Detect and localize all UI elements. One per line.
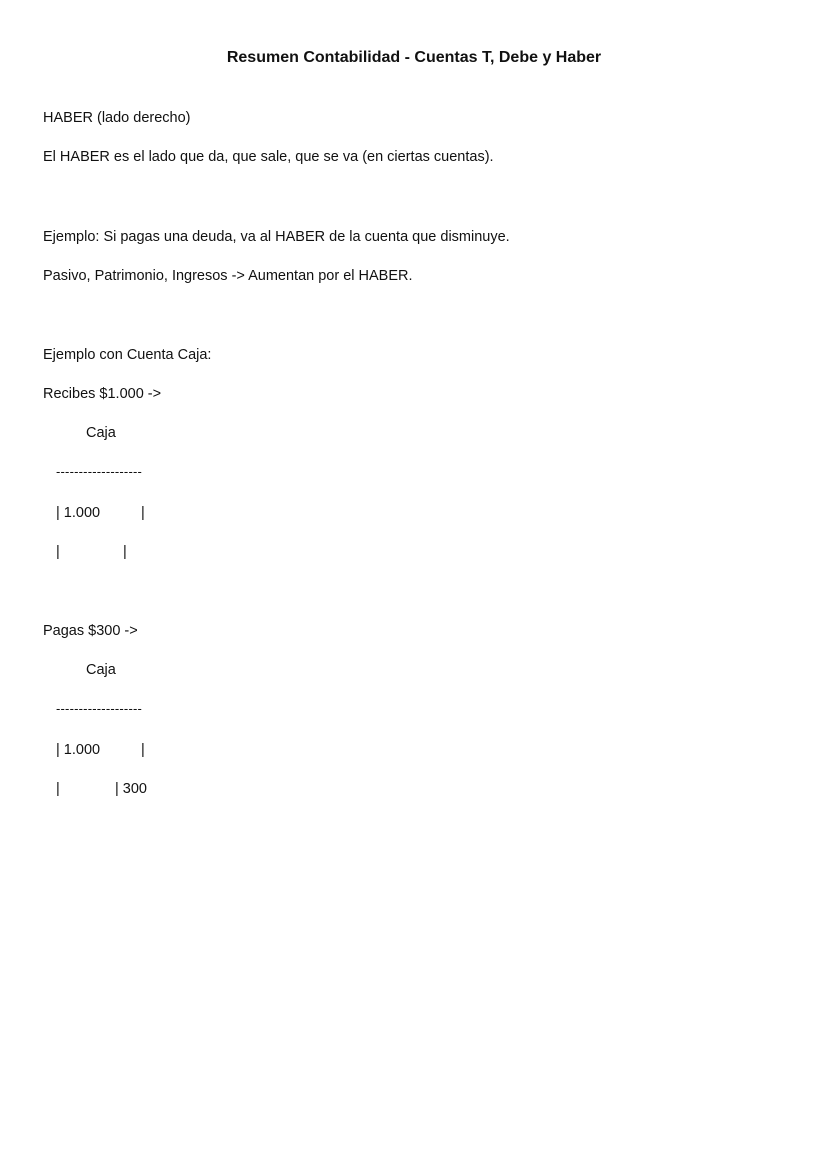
haber-accounts-rule: Pasivo, Patrimonio, Ingresos -> Aumentan por el HABER.	[43, 268, 413, 284]
t-account-2-rule: -------------------	[56, 701, 143, 716]
caja-example-heading: Ejemplo con Cuenta Caja:	[43, 347, 212, 363]
t-account-1-name: Caja	[86, 425, 116, 441]
document-title: Resumen Contabilidad - Cuentas T, Debe y Haber	[226, 49, 602, 66]
t-account-2-debit-2: |	[56, 781, 60, 797]
pay-example: Pagas $300 ->	[43, 623, 138, 639]
t-account-2-credit-2: | 300	[115, 781, 147, 797]
receive-example: Recibes $1.000 ->	[43, 386, 162, 402]
t-account-2-credit-1: |	[141, 742, 145, 758]
t-account-1-debit-2: |	[56, 544, 60, 560]
haber-heading: HABER (lado derecho)	[43, 110, 191, 126]
t-account-1-debit-1: | 1.000	[56, 505, 101, 521]
t-account-1-rule: -------------------	[56, 464, 143, 479]
t-account-2-name: Caja	[86, 662, 116, 678]
t-account-1-credit-1: |	[141, 505, 145, 521]
haber-definition: El HABER es el lado que da, que sale, que se va (en ciertas cuentas).	[43, 149, 494, 165]
t-account-1-credit-2: |	[123, 544, 127, 560]
t-account-2-debit-1: | 1.000	[56, 742, 101, 758]
haber-example: Ejemplo: Si pagas una deuda, va al HABER de la cuenta que disminuye.	[43, 229, 510, 245]
